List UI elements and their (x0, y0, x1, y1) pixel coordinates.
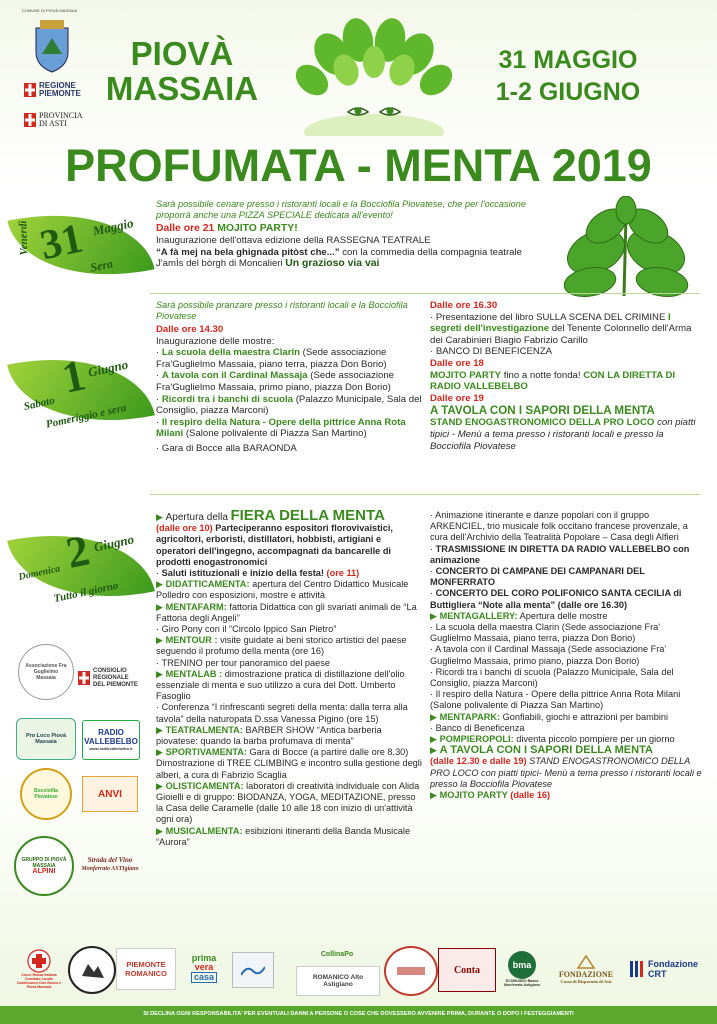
day2-mojito: MOJITO PARTY fino a notte fonda! CON LA DIRETTA DI RADIO VALLEBELBO (430, 369, 676, 393)
day3-left-item: ▶ MUSICALMENTA: esibizioni itineranti della Banda Musicale “Aurora” (156, 825, 411, 847)
fiera-desc: (dalle ore 10) Parteciperanno espositori florovivaistici, agricoltori, erboristi, distillatori, hobbisti, artigiani e operatori dell'ingegno, accompagnati da bancarelle di prodotti enogastronomici (156, 523, 393, 567)
radio-logo: RADIO VALLEBELBO www.radiovallebelbo.it (82, 720, 140, 760)
day2-time3: Dalle ore 18 (430, 357, 484, 369)
day3-left-item: · Giro Pony con il “Circolo Ippico San Pietro” (156, 624, 337, 635)
day3-left-item: ▶ MENTOUR : visite guidate ai beni storico artistici del paese seguendo il profumo della menta (ore 16) (156, 635, 407, 657)
romanico-alto-logo: ROMANICO Alto Astigiano (296, 966, 380, 996)
cri-logo: Croce Rossa Italiana Comitato Locale Castelnuovo Don Bosco e Piovà Massaia (14, 942, 64, 996)
bottom-sponsor-bar (14, 938, 704, 1000)
day3-tavola-detail: (dalle 12.30 e dalle 19) STAND ENOGASTRONOMICO DELLA PRO LOCO con piatti tipici- Menù a tema presso i ristoranti locali e presso la Bocciofila Piovatese (430, 756, 702, 789)
day3-right-item: · CONCERTO DEL CORO POLIFONICO SANTA CECILIA di Buttigliera “Note alla menta” (dalle ore 16.30) (430, 588, 682, 610)
divider-2 (150, 494, 700, 495)
day3-right-item: · La scuola della maestra Clarin (Sede associazione Fra' Guglielmo Massaia, piano terra, piazza Don Borio) (430, 622, 661, 644)
town-line2: MASSAIA (105, 70, 259, 107)
town-name (96, 36, 268, 106)
day3-right-item: · A tavola con il Cardinal Massaja (Sede associazione Fra' Guglielmo Massaia, primo piano, piazza Don Borio) (430, 644, 667, 666)
day2-mostre (156, 347, 422, 440)
day3-left-item: ▶ MENTAFARM: fattoria Didattica con gli svariati animali de “La Fattoria degli Angeli” (156, 601, 417, 623)
day3-right-item: · Il respiro della Natura - Opere della pittrice Anna Rota Milani (Salone polivalente di Piazza San Martino) (430, 689, 681, 711)
day3-left-item: · Conferenza “I rinfrescanti segreti della menta: dalla terra alla tavola” della naturopata D.ssa Vanessa Pigino (ore 15) (156, 702, 408, 724)
massaia-logo: Associazione Fra Guglielmo Massaia (18, 644, 74, 700)
colline-logo: CollinaPo (320, 950, 354, 958)
footer-disclaimer: SI DECLINA OGNI RESPONSABILITA' PER EVENTUALI DANNI A PERSONE O COSE CHE DOVESSERO AVVENIRE PRIMA, DURANTE O DOPO I FESTEGGIAMENTI (143, 1011, 574, 1017)
day3-right-item: ▶ POMPIEROPOLI: diventa piccolo pompiere per un giorno (430, 734, 675, 745)
day2-mostra: · Ricordi tra i banchi di scuola (Palazzo Municipale, Sala del Consiglio, piazza Marconi) (156, 393, 422, 417)
regione-label: REGIONE PIEMONTE (39, 81, 81, 98)
divider-1 (150, 293, 700, 294)
day3-tavola: ▶ A TAVOLA CON I SAPORI DELLA MENTA (430, 744, 653, 757)
mint-face-illustration (292, 14, 456, 136)
day2-left (156, 300, 422, 455)
day3-left-item: ▶ MENTALAB : dimostrazione pratica di distillazione dell'olio essenziale di menta e suo utilizzo a cura del Dott. Umberto Fasoglio (156, 668, 405, 702)
day1-weekday: Venerdì (17, 220, 31, 256)
day3-month: Giugno (92, 531, 136, 555)
day1-part: Sera (89, 256, 115, 275)
day2-mostra: · La scuola della maestra Clarin (Sede associazione Fra'Guglielmo Massaia, piano terra, piazza Don Borio) (156, 347, 387, 370)
fiera-line: ▶ Apertura della FIERA DELLA MENTA (156, 507, 385, 524)
day3-right-item: · TRASMISSIONE IN DIRETTA DA RADIO VALLEBELBO con animazione (430, 543, 690, 565)
provincia-line1: PROVINCIA (39, 111, 83, 120)
day2-banco: · BANCO DI BENEFICENZA (430, 346, 553, 358)
day3-left-item: ▶ DIDATTICAMENTA: apertura del Centro Didattico Musicale Polledro con esposizioni, mostre e attività (156, 579, 409, 601)
day2-time2: Dalle ore 16.30 (430, 300, 498, 311)
anvi-logo: ANVI (82, 776, 138, 812)
comune-crest (32, 18, 72, 76)
fondazione-crt-logo: Fondazione CRT (626, 952, 702, 986)
day3-weekday: Domenica (17, 563, 62, 583)
strada-vino-logo: Strada del Vino Monferrato ASTIgiano (81, 855, 139, 872)
day1-number: 31 (36, 215, 87, 270)
stamp-logo (384, 946, 438, 996)
day3-number: 2 (61, 525, 94, 578)
day2-part: Pomeriggio e sera (44, 401, 128, 431)
day3-badge (11, 515, 158, 619)
proloco-logo: Pro Loco Piovà Massaia (16, 718, 76, 760)
day1-text (156, 199, 541, 270)
day2-mostra: · A tavola con il Cardinal Massaja (Sede associazione Fra'Guglielmo Massaia, primo piano, piazza Don Borio) (156, 370, 395, 393)
bocciofila-logo: Bocciofila Piovatese (20, 768, 72, 820)
dates-line1: 31 MAGGIO (498, 46, 638, 74)
day1-month: Maggio (91, 215, 135, 239)
day3-right-item: ▶ MENTAGALLERY: Apertura delle mostre (430, 610, 608, 621)
day1-intro: Sarà possibile cenare presso i ristoranti locali e la Bocciofila Piovatese, che per l'occasione proporrà anche una PIZZA SPECIALE dedicata all'evento! (156, 199, 526, 220)
day3-left-item: · TRENINO per tour panoramico del paese (156, 657, 330, 668)
day3-right (430, 510, 702, 801)
consiglio-logo: CONSIGLIO REGIONALE DEL PIEMONTE (78, 664, 146, 692)
day2-weekday: Sabato (22, 394, 56, 413)
day3-left-item: ▶ OLISTICAMENTA: laboratori di creatività individuale con Alida Gioielli e di gruppo: BIODANZA, YOGA, MEDITAZIONE, presso la Casa delle Caramelle (dalle 10 alle 18 con inizio di un'attività ogni ora) (156, 780, 420, 825)
day2-intro: Sarà possibile pranzare presso i ristoranti locali e la Bocciofila Piovatese (156, 300, 408, 321)
day1-badge (10, 199, 156, 295)
alpini-logo: GRUPPO DI PIOVÀ MASSAIA ALPINI (14, 836, 74, 896)
saluti: · Saluti istituzionali e inizio della festa! (ore 11) (156, 568, 360, 579)
day2-badge (11, 339, 158, 443)
primavera-logo: prima vera casa (191, 952, 217, 982)
day2-mostre-label: Inaugurazione delle mostre: (156, 335, 275, 347)
main-title: PROFUMATA - MENTA 2019 (65, 140, 652, 191)
piemonte-romanico-logo: PIEMONTE ROMANICO (116, 948, 176, 990)
comune-label: COMUNE DI PIOVÀ MASSAIA (22, 8, 78, 13)
regione-logo (24, 82, 91, 98)
day3-right-item: · CONCERTO DI CAMPANE DEI CAMPANARI DEL MONFERRATO (430, 566, 645, 588)
day3-mojito: ▶ MOJITO PARTY (dalle 16) (430, 790, 551, 801)
dates-line2: 1-2 GIUGNO (495, 78, 641, 106)
day1-commedia: con la commedia della compagnia teatrale J'amÌs del bòrgh di Moncalieri (156, 246, 522, 270)
pioneer-logo (68, 946, 116, 994)
day2-time1: Dalle ore 14.30 (156, 324, 224, 335)
day1-rassegna: Inaugurazione dell'ottava edizione della RASSEGNA TEATRALE (156, 235, 431, 246)
day2-month: Giugno (86, 356, 130, 380)
day2-tavola: A TAVOLA CON I SAPORI DELLA MENTA (430, 404, 655, 418)
provincia-logo (24, 112, 83, 128)
day2-time4: Dalle ore 19 (430, 392, 484, 404)
day3-left-item: ▶ TEATRALMENTA: BARBER SHOW “Antica barberia piovatese: quando la barba profumava di menta” (156, 724, 382, 747)
day3-right-item: · Banco di Beneficenza (430, 722, 525, 733)
day2-stand: STAND ENOGASTRONOMICO DELLA PRO LOCO con piatti tipici - Menù a tema presso i ristoranti locali e presso la Bocciofila Piovatese (430, 417, 696, 452)
day3-left (156, 507, 422, 848)
day2-bocce: · Gara di Bocce alla BARAONDA (156, 442, 297, 454)
day3-right-item: ▶ MENTAPARK: Gonfiabili, giochi e attrazioni per bambini (430, 711, 669, 722)
town-line1: PIOVÀ (130, 35, 234, 72)
bma-logo: bma ECOMUSEO Basso Monferrato Astigiano (498, 944, 546, 994)
fondazione-asti-logo: FONDAZIONE Cassa di Risparmio di Asti (550, 946, 622, 992)
provincia-line2: DI ASTI (39, 119, 67, 128)
day1-event: MOJITO PARTY! (217, 223, 298, 234)
mint-sprig-illustration (550, 196, 700, 304)
day3-left-item: ▶ SPORTIVAMENTA: Gara di Bocce (a partire dalle ore 8.30) Dimostrazione di TREE CLIMBING e incontro sulla gestione degli alberi, a cura di Fabrizio Scaglia (156, 747, 422, 780)
day1-time: Dalle ore 21 (156, 223, 215, 234)
day2-libro: · Presentazione del libro SULLA SCENA DEL CRIMINE I segreti dell'investigazione del Tenente Colonnello dell'Arma dei Carabinieri Biagio Fabrizio Carillo (430, 311, 692, 346)
day2-number: 1 (57, 350, 90, 403)
day1-quote: “A fà mej na bela ghignada pitòst che...” (156, 246, 340, 258)
gal-logo (232, 952, 274, 988)
day3-part: Tutto il giorno (52, 579, 120, 606)
conta-logo: Conta (438, 948, 496, 992)
day1-slogan: Un grazioso via vai (285, 258, 380, 270)
day3-right-item: · Ricordi tra i banchi di scuola (Palazzo Municipale, Sala del Consiglio, piazza Marconi) (430, 666, 674, 689)
day3-right-item: · Animazione itinerante e danze popolari con il gruppo ARKENCIEL, trio musicale folk occitano francese provenzale, a cura dell'Archivio della Teatralità Popolare – Casa degli Alfieri (430, 510, 688, 543)
day2-right (430, 300, 702, 452)
event-dates (478, 44, 658, 108)
day2-mostra: · Il respiro della Natura - Opere della pittrice Anna Rota Milani (Salone polivalente di Piazza San Martino) (156, 416, 406, 440)
